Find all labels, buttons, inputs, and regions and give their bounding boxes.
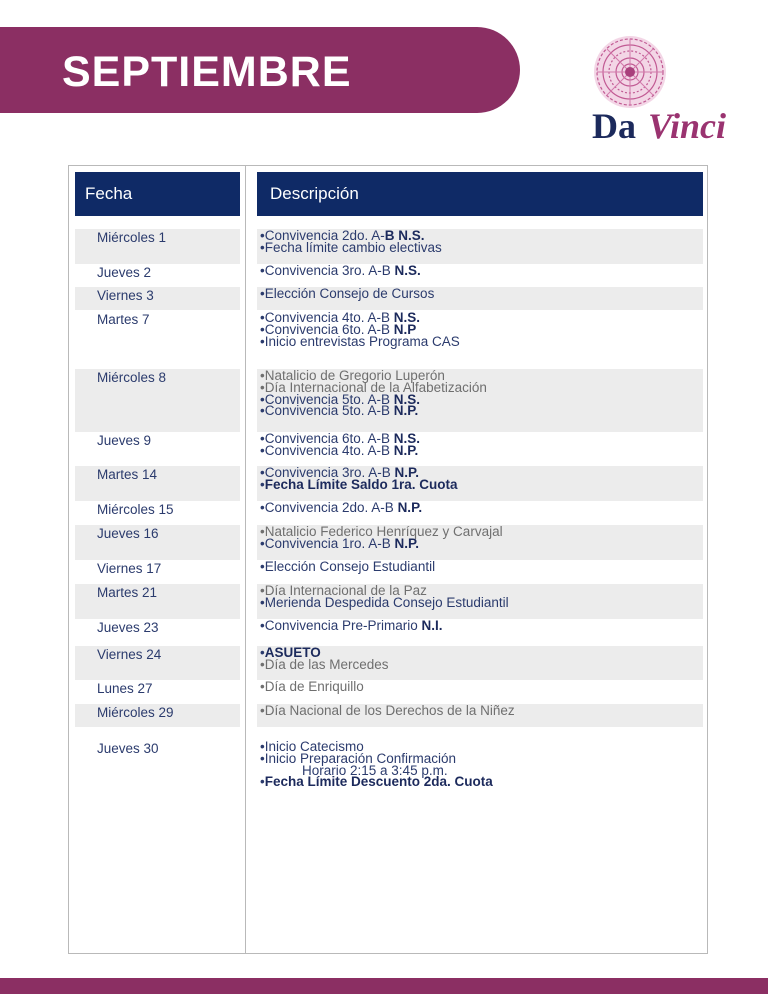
description-line: [260, 502, 700, 514]
table-row: [75, 264, 703, 287]
table-row: [75, 680, 703, 703]
row-description: [260, 741, 700, 788]
line-text: •Convivencia 3ro. A-B: [260, 465, 395, 480]
line-bold-text: N.P.: [394, 465, 420, 480]
logo-word-da: Da: [592, 106, 636, 146]
line-text: •Convivencia 5to. A-B: [260, 391, 394, 407]
description-line: [260, 620, 700, 632]
description-line: [260, 288, 700, 300]
line-bold-text: N.P: [393, 321, 417, 337]
row-date: Martes 7: [97, 312, 150, 327]
description-line: [260, 265, 700, 277]
row-description: [260, 288, 700, 300]
row-date: Jueves 9: [97, 433, 152, 448]
line-text: •Convivencia 5to. A-B: [260, 403, 394, 419]
row-date: Miércoles 29: [97, 705, 174, 720]
line-text: •Natalicio de Gregorio Luperón: [260, 368, 445, 383]
row-date: Martes 21: [97, 585, 158, 600]
description-line: [260, 405, 700, 417]
line-text: •Día de las Mercedes: [260, 656, 389, 672]
row-date: Miércoles 8: [97, 370, 167, 385]
table-row: [75, 369, 703, 432]
description-line: [260, 535, 700, 551]
description-line: [260, 561, 700, 573]
description-line: [260, 594, 700, 610]
line-text: •Día de Enriquillo: [260, 679, 364, 694]
row-description: [260, 620, 700, 632]
table-row: [75, 501, 703, 524]
description-line: [260, 476, 700, 492]
row-date: Viernes 24: [97, 647, 162, 662]
description-line: [260, 705, 700, 717]
footer-bar: [0, 978, 768, 994]
line-text: •Convivencia Pre-Primario: [260, 618, 422, 633]
description-line: [260, 656, 700, 672]
row-date: Martes 14: [97, 467, 158, 482]
row-description: [260, 433, 700, 457]
row-description: [260, 647, 700, 671]
table-row: [75, 466, 703, 501]
row-description: [260, 561, 700, 573]
line-bold-text: Fecha Límite Descuento 2da. Cuota: [264, 774, 493, 790]
line-bold-text: N.I.: [421, 618, 443, 633]
line-text: •Día Internacional de la Paz: [260, 583, 427, 598]
line-text: •Inicio entrevistas Programa CAS: [260, 333, 460, 349]
row-date: Jueves 23: [97, 620, 159, 635]
row-description: [260, 230, 700, 254]
line-bold-text: B N.S.: [384, 228, 425, 243]
line-bold-text: N.S.: [394, 263, 421, 278]
description-line: [260, 681, 700, 693]
row-description: [260, 526, 700, 550]
line-text: •Convivencia 3ro. A-B: [260, 263, 395, 278]
line-text: •Convivencia 4to. A-B: [260, 310, 394, 325]
table-row: [75, 311, 703, 369]
line-bold-text: N.S.: [393, 391, 421, 407]
row-date: Miércoles 15: [97, 502, 174, 517]
logo-word-vinci: Vinci: [648, 106, 727, 146]
line-bold-text: ASUETO: [264, 645, 321, 660]
line-bold-text: N.P.: [393, 403, 419, 419]
line-text: •Inicio Preparación Confirmación: [260, 750, 457, 766]
line-text: •Convivencia 4to. A-B: [260, 442, 394, 458]
line-text: •: [260, 476, 265, 492]
row-description: [260, 467, 700, 491]
line-bold-text: N.S.: [393, 310, 421, 325]
table-row: [75, 560, 703, 583]
line-text: •Merienda Despedida Consejo Estudiantil: [260, 594, 509, 610]
line-text: •Convivencia 1ro. A-B: [260, 535, 395, 551]
line-text: •Inicio Catecismo: [260, 739, 364, 754]
row-description: [260, 312, 700, 347]
row-date: Miércoles 1: [97, 230, 167, 245]
line-bold-text: N.P.: [394, 535, 420, 551]
table-row: [75, 740, 703, 810]
row-description: [260, 681, 700, 693]
line-text: •Fecha límite cambio electivas: [260, 239, 442, 255]
row-description: [260, 585, 700, 609]
line-bold-text: Fecha Límite Saldo 1ra. Cuota: [264, 476, 458, 492]
table-row: [75, 229, 703, 264]
line-text: Horario 2:15 a 3:45 p.m.: [302, 762, 448, 778]
table-row: [75, 619, 703, 646]
line-text: •Elección Consejo de Cursos: [260, 286, 435, 301]
line-bold-text: N.P.: [397, 500, 423, 515]
table-row: [75, 704, 703, 727]
line-bold-text: N.P.: [393, 442, 419, 458]
row-description: [260, 705, 700, 717]
description-line: [260, 776, 700, 788]
line-text: •Día Internacional de la Alfabetización: [260, 379, 487, 395]
description-line: [260, 442, 700, 458]
row-date: Jueves 16: [97, 526, 159, 541]
line-text: •Convivencia 6to. A-B: [260, 431, 394, 446]
row-description: [260, 265, 700, 277]
line-bold-text: N.S.: [393, 431, 421, 446]
table-row: [75, 287, 703, 310]
table-row: [75, 432, 703, 466]
line-text: •: [260, 774, 265, 790]
description-line: [260, 333, 700, 349]
row-description: [260, 502, 700, 514]
line-text: •Natalicio Federico Henríquez y Carvajal: [260, 524, 503, 539]
row-date: Viernes 17: [97, 561, 162, 576]
description-line: [260, 239, 700, 255]
month-title: SEPTIEMBRE: [62, 48, 352, 96]
table-row: [75, 525, 703, 560]
line-text: •Día Nacional de los Derechos de la Niñez: [260, 703, 515, 718]
table-row: [75, 584, 703, 619]
header-fecha: Fecha: [75, 172, 240, 216]
table-row: [75, 646, 703, 680]
row-description: [260, 370, 700, 417]
line-text: •Convivencia 2do. A-: [260, 228, 385, 243]
row-date: Lunes 27: [97, 681, 153, 696]
line-text: •Convivencia 6to. A-B: [260, 321, 394, 337]
header-descripcion: Descripción: [257, 172, 703, 216]
row-date: Jueves 2: [97, 265, 152, 280]
row-date: Jueves 30: [97, 741, 159, 756]
line-text: •: [260, 645, 265, 660]
row-date: Viernes 3: [97, 288, 154, 303]
line-text: •Convivencia 2do. A-B: [260, 500, 398, 515]
line-text: •Elección Consejo Estudiantil: [260, 559, 436, 574]
